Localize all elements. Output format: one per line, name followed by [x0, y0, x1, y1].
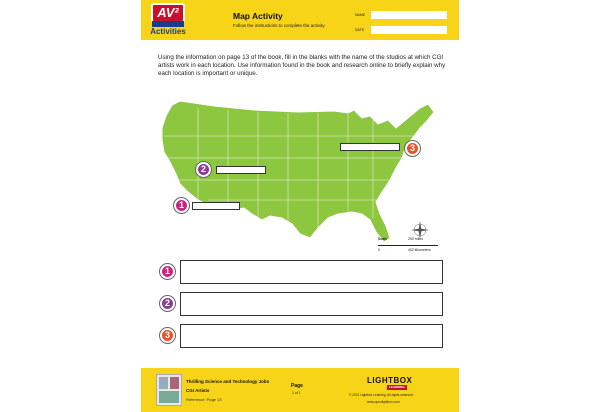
map-marker-1: 1	[174, 198, 189, 213]
footer-bar	[141, 368, 459, 412]
map-label-field-1[interactable]	[192, 202, 240, 210]
scale-bar	[378, 245, 438, 246]
page-subtitle: Follow the instructions to complete the activity.	[233, 23, 326, 28]
book-subtitle: CGI Artists	[186, 388, 210, 393]
map-scale	[378, 237, 448, 257]
answer-field-2[interactable]	[180, 292, 443, 316]
answer-marker-1: 1	[160, 264, 175, 279]
worksheet-page	[141, 0, 459, 412]
av2-logo-mark: AV²	[151, 3, 185, 23]
copyright-text: © 2021 Lightbox Learning. All rights reserved.	[349, 393, 414, 397]
page-label: Page	[291, 383, 303, 389]
header-bar	[141, 0, 459, 40]
map-label-field-3[interactable]	[340, 143, 400, 151]
scale-miles: 250 miles	[408, 237, 423, 241]
answer-row-2	[158, 292, 443, 316]
answer-field-3[interactable]	[180, 324, 443, 348]
book-cover-thumbnail	[156, 374, 182, 406]
scale-label: Scale	[378, 237, 388, 241]
scale-zero: 0	[378, 248, 380, 252]
answer-row-3	[158, 324, 443, 348]
scale-km: 402 kilometers	[408, 248, 431, 252]
date-label: DATE	[355, 28, 365, 32]
activities-label: Activities	[150, 27, 186, 36]
map-label-field-2[interactable]	[216, 166, 266, 174]
website-url: www.openlightbox.com	[367, 400, 400, 404]
answer-marker-2: 2	[160, 296, 175, 311]
answer-field-1[interactable]	[180, 260, 443, 284]
instructions-text: Using the information on page 13 of the book, fill in the blanks with the name of the studios at which CGI artists work in each location. Use information found in the book and research online to briefly explain why each location is important or unique.	[158, 54, 446, 77]
map-marker-2: 2	[196, 162, 211, 177]
page-number: 1 of 1	[292, 391, 301, 395]
lightbox-logo: LIGHTBOX	[367, 376, 413, 385]
page-title: Map Activity	[233, 11, 283, 21]
name-field[interactable]	[371, 11, 447, 19]
av2-logo	[145, 2, 191, 38]
lightbox-learning-tag: LEARNING	[389, 385, 405, 389]
page-reference: Reference: Page 13	[186, 397, 222, 402]
name-label: NAME	[355, 13, 366, 17]
answer-row-1	[158, 260, 443, 284]
map-marker-3: 3	[405, 141, 420, 156]
answer-marker-3: 3	[160, 328, 175, 343]
date-field[interactable]	[371, 26, 447, 34]
book-title: Thrilling Science and Technology Jobs	[186, 379, 270, 384]
